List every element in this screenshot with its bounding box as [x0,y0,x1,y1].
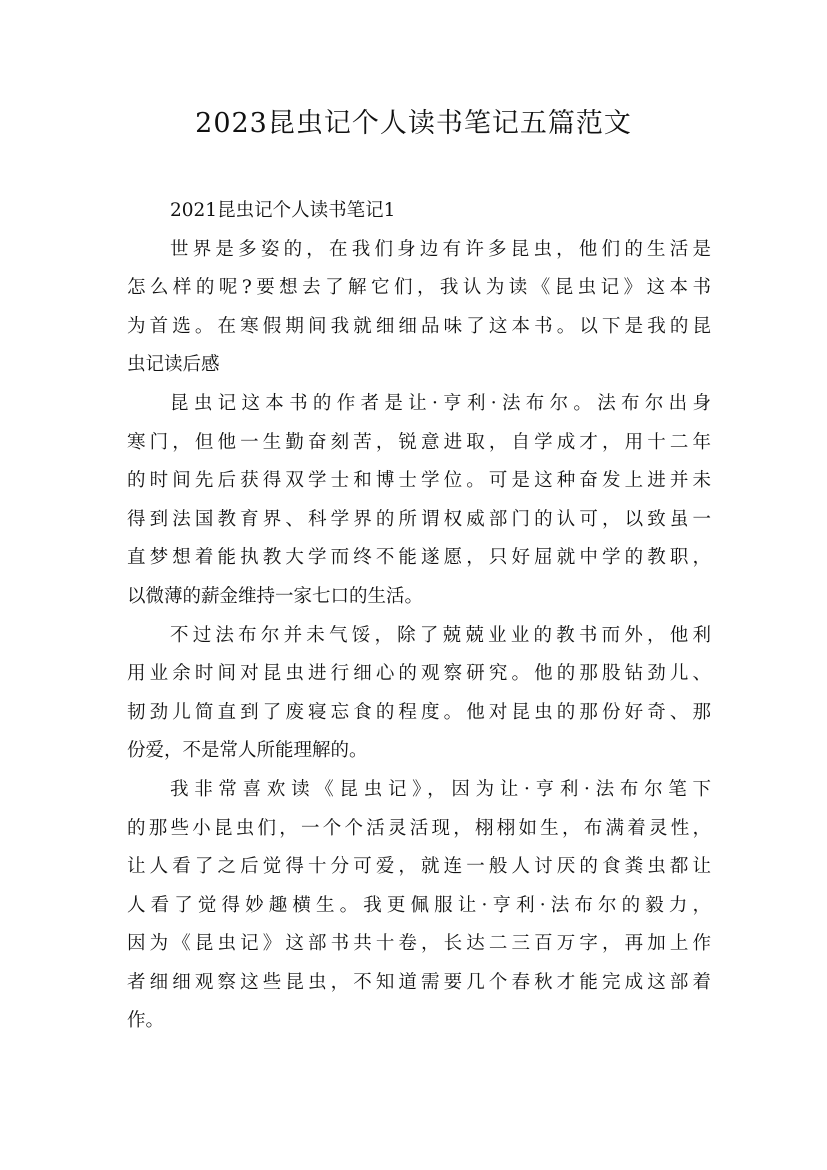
text-line: 虫记读后感 [127,354,220,376]
text-line: 让人看了之后觉得十分可爱，就连一般人讨厌的食粪虫都让 [127,856,711,878]
text-line: 为首选。在寒假期间我就细细品味了这本书。以下是我的昆 [127,315,711,337]
text-line: 的时间先后获得双学士和博士学位。可是这种奋发上进并未 [127,470,711,492]
paragraph-4 [127,771,711,1041]
text-line: 作。 [127,1010,165,1032]
paragraph-2 [127,385,711,617]
text-line: 的那些小昆虫们，一个个活灵活现，栩栩如生，布满着灵性， [127,817,711,839]
paragraph-3 [127,617,711,771]
text-line: 寒门，但他一生勤奋刻苦，锐意进取，自学成才，用十二年 [127,431,711,453]
text-line: 份爱，不是常人所能理解的。 [127,740,368,762]
text-line: 者细细观察这些昆虫，不知道需要几个春秋才能完成这部着 [127,971,711,993]
text-line: 直梦想着能执教大学而终不能遂愿，只好屈就中学的教职， [127,547,711,569]
document-body [127,192,711,1041]
text-line: 人看了觉得妙趣横生。我更佩服让·亨利·法布尔的毅力， [127,894,711,916]
text-line: 我非常喜欢读《昆虫记》，因为让·亨利·法布尔笔下 [170,778,711,800]
text-line: 用业余时间对昆虫进行细心的观察研究。他的那股钻劲儿、 [127,663,711,685]
text-line: 不过法布尔并未气馁，除了兢兢业业的教书而外，他利 [170,624,711,646]
document-title: 2023昆虫记个人读书笔记五篇范文 [195,108,632,139]
text-line: 韧劲儿简直到了废寝忘食的程度。他对昆虫的那份好奇、那 [127,701,711,723]
text-line: 世界是多姿的，在我们身边有许多昆虫，他们的生活是 [170,238,711,260]
text-line: 因为《昆虫记》这部书共十卷，长达二三百万字，再加上作 [127,933,711,955]
text-line: 怎么样的呢?要想去了解它们，我认为读《昆虫记》这本书 [127,277,711,299]
text-line: 得到法国教育界、科学界的所谓权威部门的认可，以致虽一 [127,508,711,530]
paragraph-1 [127,231,711,385]
text-line: 昆虫记这本书的作者是让·亨利·法布尔。法布尔出身 [170,392,711,414]
text-line: 以微薄的薪金维持一家七口的生活。 [127,585,424,607]
section-subheading: 2021昆虫记个人读书笔记1 [170,200,396,221]
